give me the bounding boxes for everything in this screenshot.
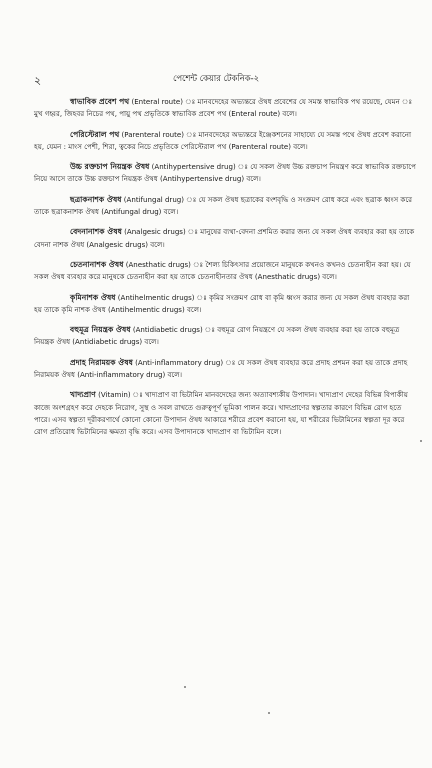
definition-text: (Antifungal drug) ঃ যে সকল ঔষধ ছত্রাকের বংশবৃদ্ধি ও সংক্রমণ রোধ করে এবং ছত্রাক ধ্বংস করে তাকে ছত্রাকনাশক ঔষধ (Antifungal drug) বলে। [34, 194, 413, 217]
term-heading: খাদ্যপ্রাণ [70, 390, 96, 400]
paragraph-antifungal [34, 194, 418, 219]
term-heading: পেরিস্টেরাল পথ [70, 129, 120, 139]
definition-text: (Antihypertensive drug) ঃ যে সকল ঔষধ উচ্চ রক্তচাপ নিয়ন্ত্রণ করে স্বাভাবিক রক্তচাপে নিয়ে আসে তাকে উচ্চ রক্তচাপ নিয়ন্ত্রক ঔষধ (Antihypertensive drug) বলে। [34, 162, 416, 184]
paragraph-vitamin [34, 389, 418, 438]
definition-text: (Parenteral route) ঃ মানবদেহের অভ্যন্তরে ইঞ্জেকশনের সাহায্যে যে সমস্ত পথে ঔষধ প্রবেশ করানো হয়, যেমন : মাংস পেশী, শিরা, ত্বকের নিচে প্রভৃতিকে পেরিস্টেরাল পথ (Parenteral route) বলে। [34, 129, 412, 151]
paragraph-analgesic [34, 226, 418, 251]
paragraph-antihypertensive [34, 161, 418, 186]
paragraph-anesthetic [34, 259, 418, 284]
paragraph-anti-inflammatory [34, 357, 418, 382]
definition-text: (Anesthatic drugs) ঃ শৈল্য চিকিৎসার প্রয়োজনে মানুষকে কখনও কখনও চেতনাহীন করা হয়। যে সকল ঔষধ ব্যবহার করে মানুষকে চেতনাহীন করা হয় তাকে চেতনাহীনতার ঔষধ (Anesthatic drugs) বলে। [34, 259, 411, 282]
term-heading: বহুমূত্র নিয়ন্ত্রক ঔষধ [70, 325, 131, 335]
scan-speck [420, 440, 422, 442]
term-heading: ছত্রাকনাশক ঔষধ [70, 194, 122, 204]
paragraph-antidiabetic [34, 324, 418, 349]
page-body [34, 96, 418, 447]
paragraph-parenteral-route [34, 129, 418, 154]
term-heading: বেদনানাশক ঔষধ [70, 227, 122, 237]
term-heading: কৃমিনাশক ঔষধ [70, 292, 116, 302]
definition-text: (Vitamin) ঃ খাদ্যপ্রাণ বা ভিটামিন মানবদেহের জন্য অত্যাবশ্যকীয় উপাদান। খাদ্যপ্রাণ দেহের বিভিন্ন বিপাকীয় কাজে অংশগ্রহণ করে দেহকে নিরোগ, সুস্থ ও সবল রাখতে গুরুত্বপূর্ণ ভূমিকা পালন করে। খাদ্যপ্রাণের স্বল্পতার কারণে বিভিন্ন রোগ হতে পারে। এসব স্বল্পতা দূরীকরণার্থে কোনো কোনো উপাদান ঔষধ আকারে শরীরে প্রবেশ করানো হয়, যা শরীরের ভিটামিনের স্বল্পতা দূর করে রোগ প্রতিরোধ ভিটামিনের ক্ষমতা বৃদ্ধি করে। এসব উপাদানকে খাদ্যপ্রাণ বা ভিটামিন বলে। [34, 390, 408, 437]
definition-text: (Enteral route) ঃ মানবদেহের অভ্যন্তরে ঔষধ প্রবেশের যে সমস্ত স্বাভাবিক পথ রয়েছে, যেমন ঃ মুখ গহ্বর, জিহবর নিচের পথ, পায়ু পথ প্রভৃতিকে স্বাভাবিক প্রবেশ পথ (Enteral route) বলে। [34, 97, 413, 119]
term-heading: উচ্চ রক্তচাপ নিয়ন্ত্রক ঔষধ [70, 162, 150, 172]
definition-text: (Anti-inflammatory drug) ঃ যে সকল ঔষধ ব্যবহার করে প্রদাহ প্রশমন করা হয় তাকে প্রদাহ নিরাময়ক ঔষধ (Anti-inflammatory drug) বলে। [34, 357, 408, 380]
paragraph-antihelmentic [34, 292, 418, 317]
term-heading: প্রদাহ নিরাময়ক ঔষধ [70, 357, 133, 367]
definition-text: (Antihelmentic drugs) ঃ কৃমির সংক্রমণ রোধ বা কৃমি ধ্বংস করার জন্য যে সকল ঔষধ ব্যবহার করা হয় তাকে কৃমি নাশক ঔষধ (Antihelmentic drugs) বলে। [34, 292, 410, 314]
scan-speck [184, 686, 186, 688]
definition-text: (Antidiabetic drugs) ঃ বহুমূত্র রোগ নিয়ন্ত্রণে যে সকল ঔষধ ব্যবহার করা হয় তাকে বহুমূত্র নিয়ন্ত্রক ঔষধ (Antidiabetic drugs) বলে। [34, 325, 400, 347]
scan-speck [268, 712, 270, 714]
running-header: পেশেন্ট কেয়ার টেকনিক-২ [172, 73, 260, 83]
definition-text: (Analgesic drugs) ঃ মানুষের ব্যথা-বেদনা প্রশমিত করার জন্য যে সকল ঔষধ ব্যবহার করা হয় তাকে বেদনা নাশক ঔষধ (Analgesic drugs) বলে। [34, 227, 415, 249]
paragraph-enteral-route [34, 96, 418, 121]
term-heading: স্বাভাবিক প্রবেশ পথ [70, 97, 130, 106]
term-heading: চেতনানাশক ঔষধ [70, 259, 124, 269]
page-number: ২ [34, 74, 42, 87]
